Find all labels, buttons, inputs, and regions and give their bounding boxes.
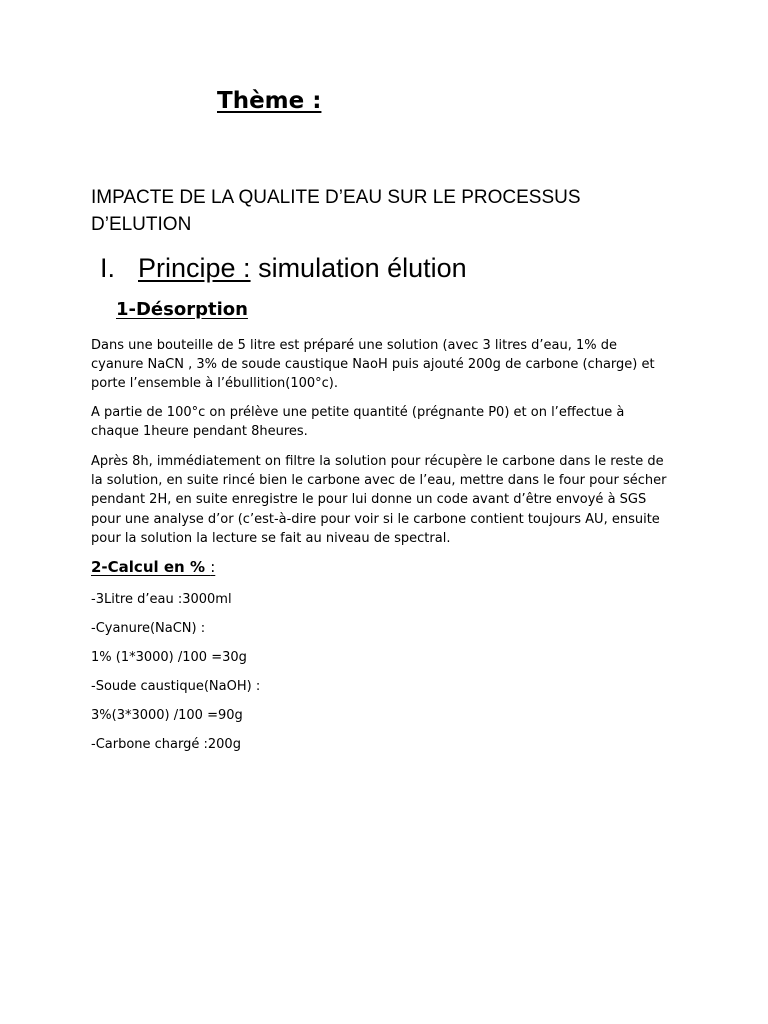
desorption-heading: 1-Désorption (116, 299, 248, 320)
calcul-heading (91, 558, 215, 576)
section-number: I. (100, 253, 116, 283)
calcul-line: -Carbone chargé :200g (91, 737, 241, 752)
calcul-line: -3Litre d’eau :3000ml (91, 592, 232, 607)
desorption-paragraph-3: Après 8h, immédiatement on filtre la solution pour récupère le carbone dans le reste de la solution, en suite rincé bien le carbone avec de l’eau, mettre dans le four pour sécher pendant 2H, en suite enregistre le pour lui donne un code avant d’être envoyé à SGS pour une analyse d’or (c’est-à-dire pour voir si le carbone contient toujours AU, ensuite pour la solution la lecture se fait au niveau de spectral. (91, 454, 667, 546)
section-heading (100, 253, 467, 284)
section-text: simulation élution (250, 253, 467, 283)
calcul-line: 1% (1*3000) /100 =30g (91, 650, 247, 665)
subject-title: IMPACTE DE LA QUALITE D’EAU SUR LE PROCESSUS D’ELUTION (91, 187, 581, 235)
theme-title: Thème : (217, 88, 322, 114)
calcul-heading-text: 2-Calcul en % (91, 558, 211, 576)
calcul-line: -Soude caustique(NaOH) : (91, 679, 261, 694)
calcul-heading-colon: : (210, 558, 216, 576)
calcul-line: 3%(3*3000) /100 =90g (91, 708, 243, 723)
desorption-paragraph-1: Dans une bouteille de 5 litre est préparé une solution (avec 3 litres d’eau, 1% de cyanure NaCN , 3% de soude caustique NaoH puis ajouté 200g de carbone (charge) et porte l’ensemble à l’ébullition(100°c). (91, 338, 655, 392)
section-label: Principe : (138, 253, 251, 283)
calcul-line: -Cyanure(NaCN) : (91, 621, 206, 636)
desorption-paragraph-2: A partie de 100°c on prélève une petite quantité (prégnante P0) et on l’effectue à chaque 1heure pendant 8heures. (91, 405, 625, 440)
